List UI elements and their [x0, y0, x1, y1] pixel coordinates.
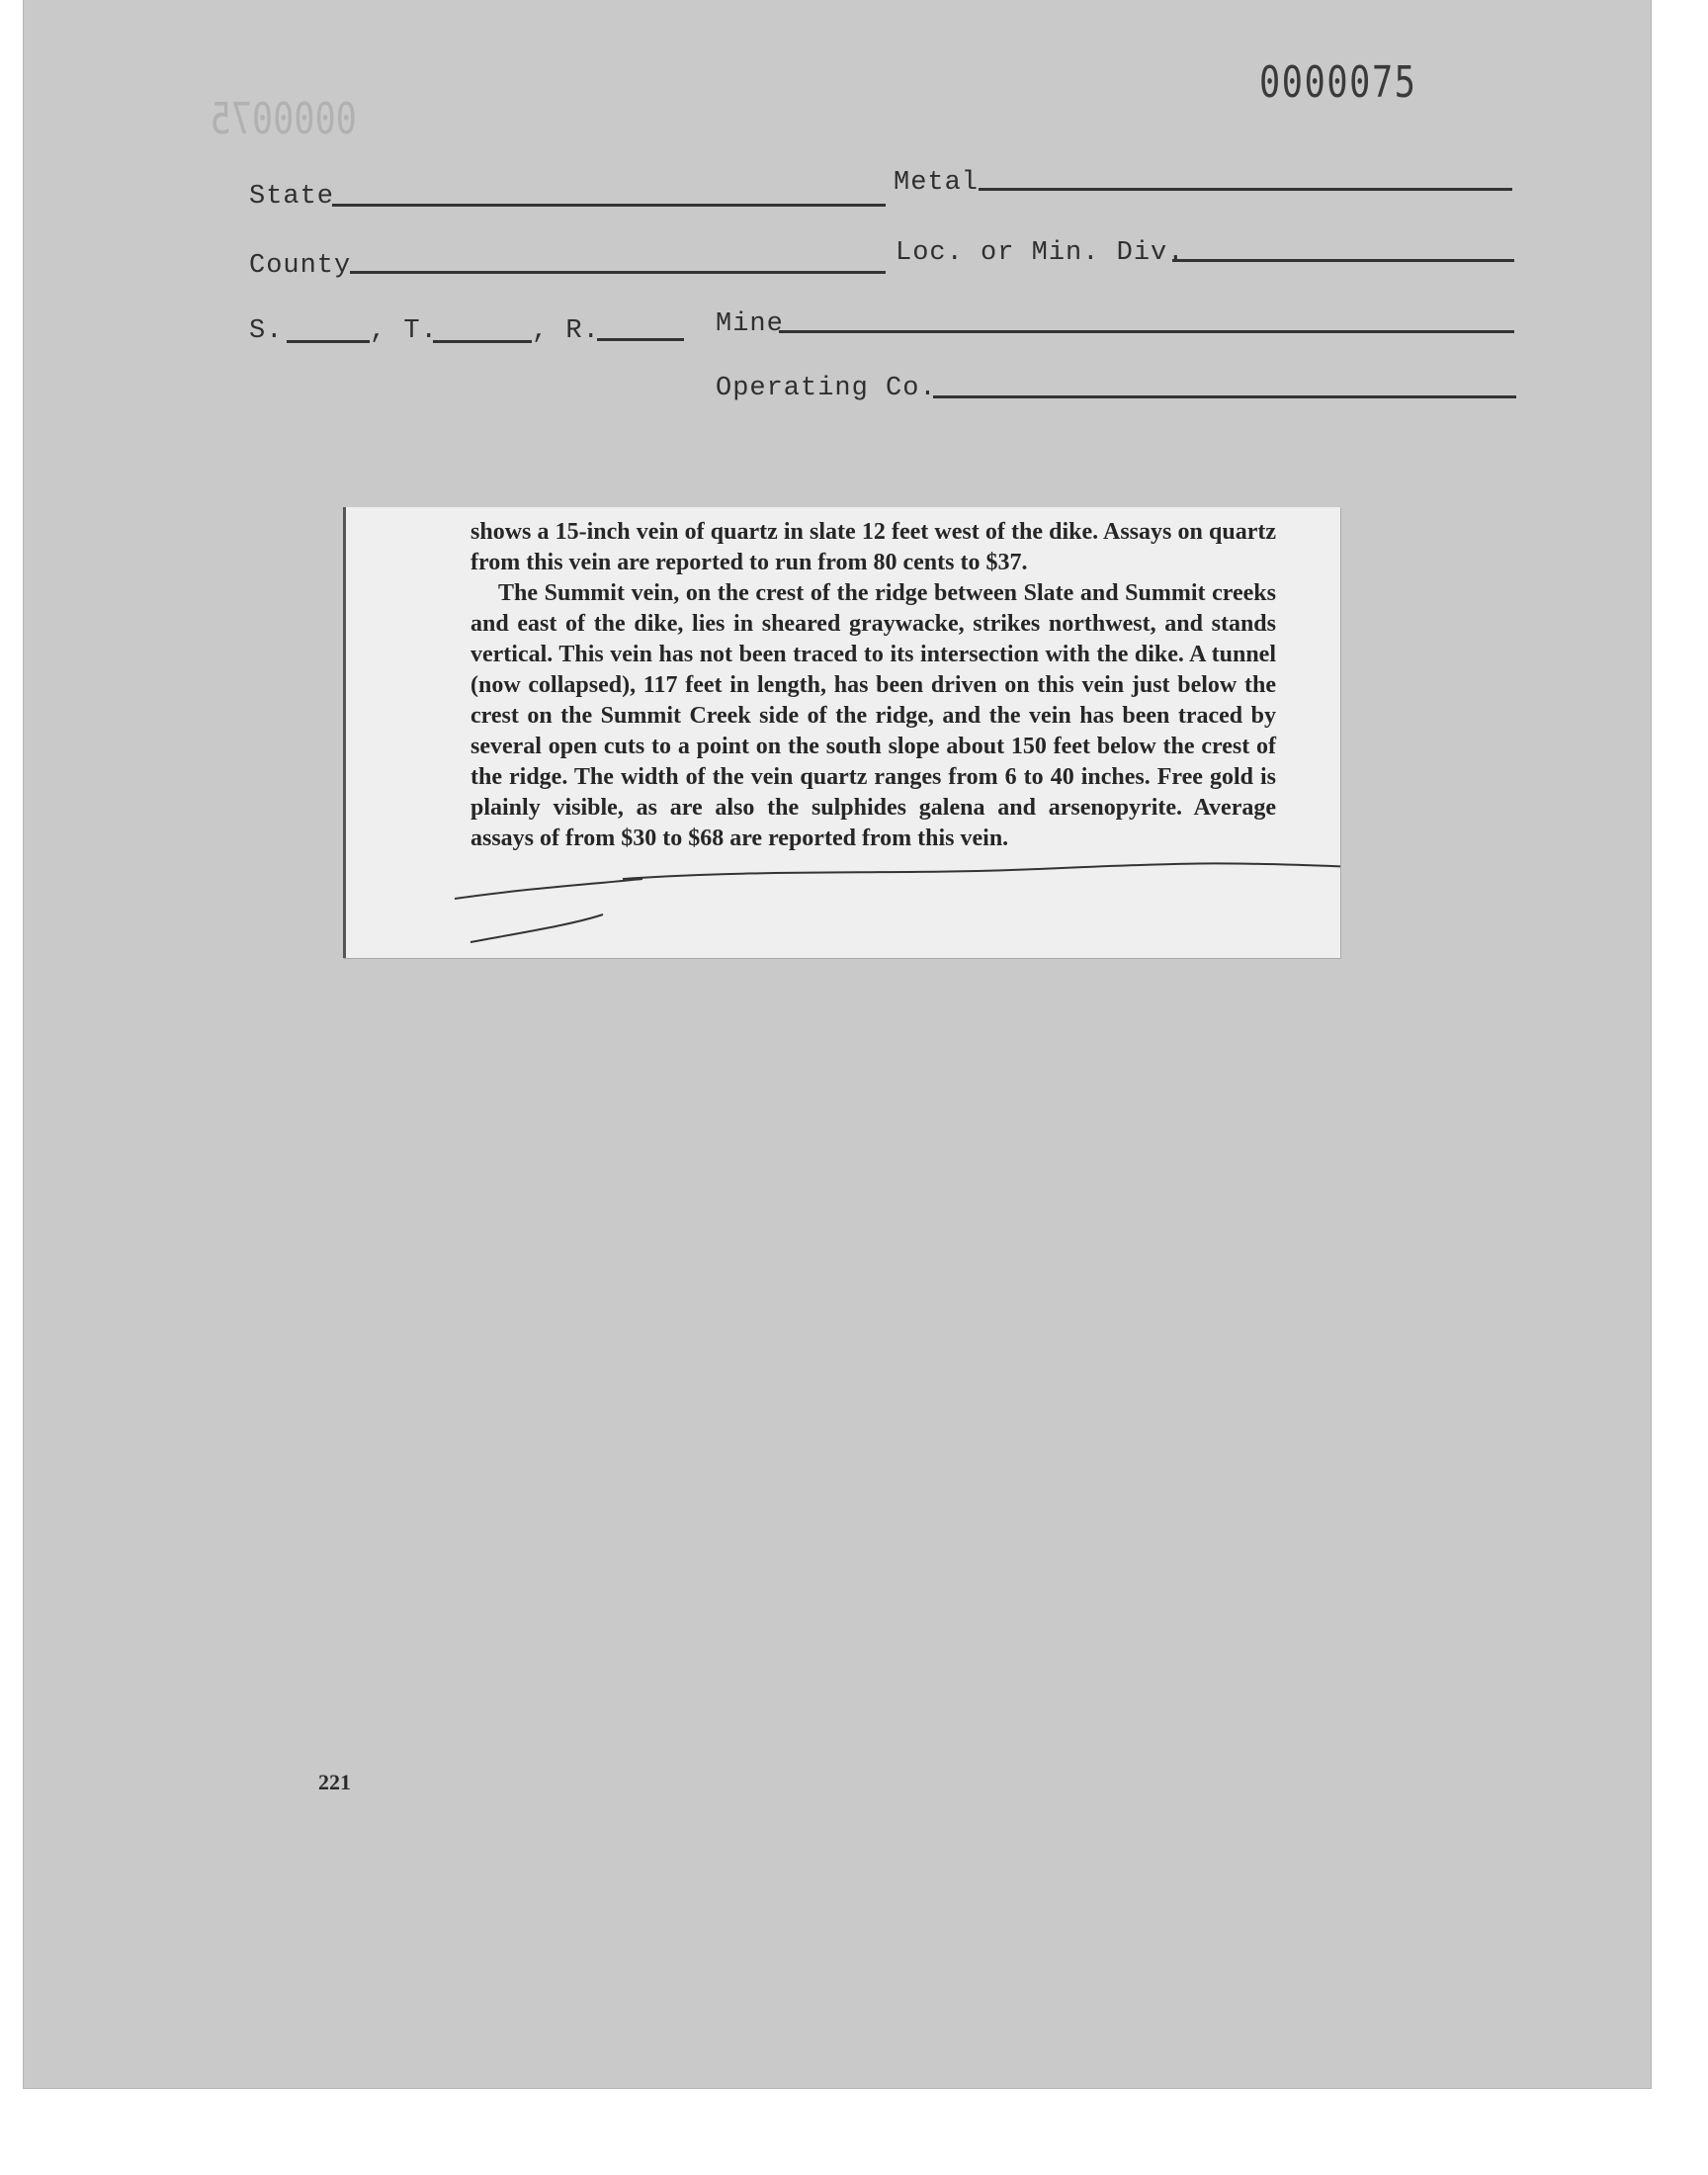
clipping-paragraph: The Summit vein, on the crest of the ridge between Slate and Summit creeks and east of the dike, lies in sheared graywacke, strikes northwest, and stands vertical. This vein has not been traced to its intersection with the dike. A tunnel (now collapsed), 117 feet in length, has been driven on this vein just below the crest on the Summit Creek side of the ridge, and the vein has been traced by several open cuts to a point on the south slope about 150 feet below the crest of the ridge. The width of the vein quartz ranges from 6 to 40 inches. Free gold is plainly visible, as are also the sulphides galena and arsenopyrite. Average assays of from $30 to $68 are reported from this vein. — [470, 580, 1276, 851]
pasted-clipping — [343, 507, 1340, 958]
metal-label: Metal — [894, 168, 980, 198]
t-label: , T. — [370, 316, 438, 346]
county-line — [350, 271, 886, 274]
pencil-underline-marks — [346, 507, 1340, 958]
county-label: County — [249, 251, 352, 281]
page-number: 221 — [318, 1770, 351, 1794]
mine-label: Mine — [716, 309, 784, 339]
s-label: S. — [249, 316, 284, 346]
document-sheet — [24, 0, 1651, 2088]
operating-co-label: Operating Co. — [716, 374, 937, 403]
t-line — [433, 340, 532, 343]
metal-line — [979, 188, 1512, 191]
r-label: , R. — [532, 316, 600, 346]
r-line — [597, 338, 684, 341]
state-label: State — [249, 182, 335, 212]
loc-line — [1172, 259, 1514, 262]
operating-co-line — [933, 395, 1516, 398]
state-line — [332, 204, 886, 207]
mine-line — [779, 330, 1514, 333]
ghost-document-number: 0000075 — [210, 94, 357, 144]
document-number: 0000075 — [1259, 57, 1417, 108]
clipping-paragraph: shows a 15-inch vein of quartz in slate 12 feet west of the dike. Assays on quartz from this vein are reported to run from 80 cents to $37. — [470, 519, 1276, 575]
loc-label: Loc. or Min. Div. — [896, 238, 1185, 268]
s-line — [287, 340, 370, 343]
